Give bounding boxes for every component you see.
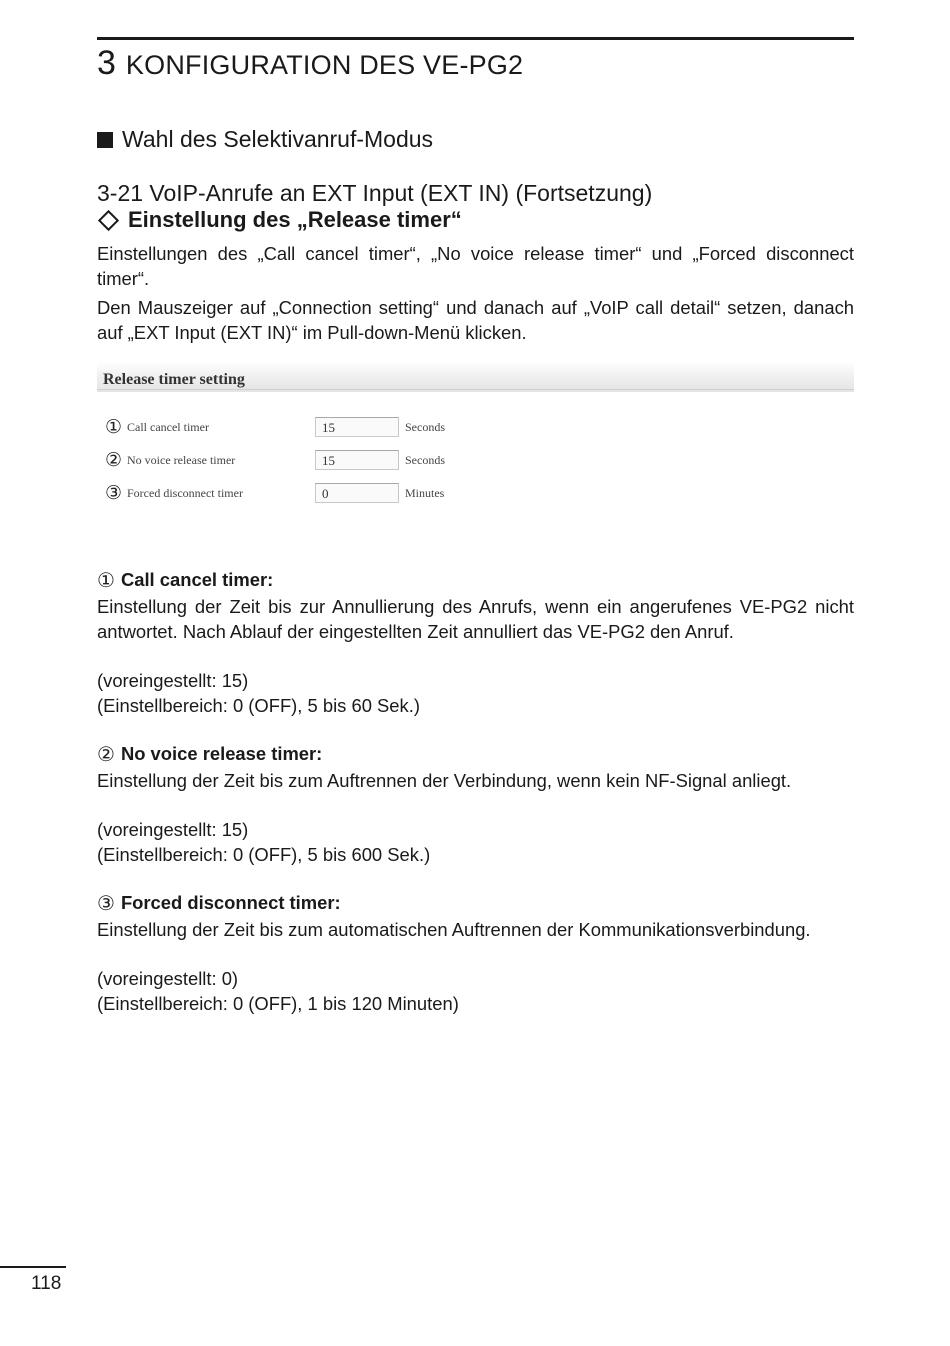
item-heading-no-voice-release <box>97 742 322 766</box>
item-description: Einstellung der Zeit bis zur Annullierung des Anrufs, wenn ein angerufenes VE-PG2 nicht antwortet. Nach Ablauf der eingestellten Zeit annulliert das VE-PG2 den Anruf. <box>97 596 854 642</box>
item-heading-call-cancel <box>97 568 273 592</box>
item-default: (voreingestellt: 15) <box>97 670 249 691</box>
setting-unit: Seconds <box>405 419 445 434</box>
no-voice-release-timer-input[interactable]: 15 <box>315 450 399 470</box>
intro-paragraph-2: Den Mauszeiger auf „Connection setting“ und danach auf „VoIP call detail“ setzen, danach auf „EXT Input (EXT IN)“ im Pull-down-Menü klicken. <box>97 297 854 343</box>
item-description: Einstellung der Zeit bis zum Auftrennen der Verbindung, wenn kein NF-Signal anliegt. <box>97 770 792 791</box>
diamond-bullet-icon <box>98 209 119 230</box>
item-description: Einstellung der Zeit bis zum automatischen Auftrennen der Kommunikationsverbindung. <box>97 919 811 940</box>
item-heading-forced-disconnect <box>97 891 341 915</box>
release-timer-screenshot <box>97 358 854 523</box>
item-title: No voice release timer: <box>120 743 323 764</box>
top-rule <box>97 37 854 40</box>
item-default: (voreingestellt: 15) <box>97 819 249 840</box>
item-number: ② <box>97 742 115 766</box>
row-number: ② <box>105 449 123 471</box>
chapter-heading <box>97 44 523 83</box>
subsection-title: 3-21 VoIP-Anrufe an EXT Input (EXT IN) (Fortsetzung) <box>97 180 653 206</box>
panel-title: Release timer setting <box>103 371 245 388</box>
section-title: Wahl des Selektivanruf-Modus <box>122 126 434 152</box>
item-title: Forced disconnect timer: <box>120 892 341 913</box>
item-number: ③ <box>97 891 115 915</box>
intro-paragraph-1: Einstellungen des „Call cancel timer“, „No voice release timer“ und „Forced disconnect timer“. <box>97 243 854 289</box>
footer-rule <box>0 1266 66 1268</box>
item-default: (voreingestellt: 0) <box>97 968 239 989</box>
item-title: Call cancel timer: <box>120 569 274 590</box>
row-number: ③ <box>105 482 123 504</box>
item-number: ① <box>97 568 115 592</box>
item-range: (Einstellbereich: 0 (OFF), 5 bis 60 Sek.) <box>97 695 420 716</box>
forced-disconnect-timer-input[interactable]: 0 <box>315 483 399 503</box>
setting-row-no-voice-release <box>105 447 445 473</box>
subsubsection-heading <box>97 207 462 233</box>
setting-unit: Minutes <box>405 485 445 500</box>
panel-header <box>97 362 854 392</box>
chapter-number: 3 <box>97 44 116 82</box>
setting-row-call-cancel <box>105 414 445 440</box>
item-range: (Einstellbereich: 0 (OFF), 1 bis 120 Minuten) <box>97 993 459 1014</box>
section-heading <box>97 126 433 153</box>
setting-row-forced-disconnect <box>105 480 444 506</box>
row-number: ① <box>105 416 123 438</box>
setting-label: Forced disconnect timer <box>127 485 243 500</box>
setting-label: Call cancel timer <box>127 419 209 434</box>
setting-unit: Seconds <box>405 452 445 467</box>
setting-label: No voice release timer <box>127 452 236 467</box>
call-cancel-timer-input[interactable]: 15 <box>315 417 399 437</box>
subsubsection-title: Einstellung des „Release timer“ <box>128 207 462 232</box>
square-bullet-icon <box>97 132 113 148</box>
item-range: (Einstellbereich: 0 (OFF), 5 bis 600 Sek.) <box>97 844 431 865</box>
chapter-title: KONFIGURATION DES VE-PG2 <box>125 50 524 80</box>
page-number: 118 <box>31 1273 62 1294</box>
